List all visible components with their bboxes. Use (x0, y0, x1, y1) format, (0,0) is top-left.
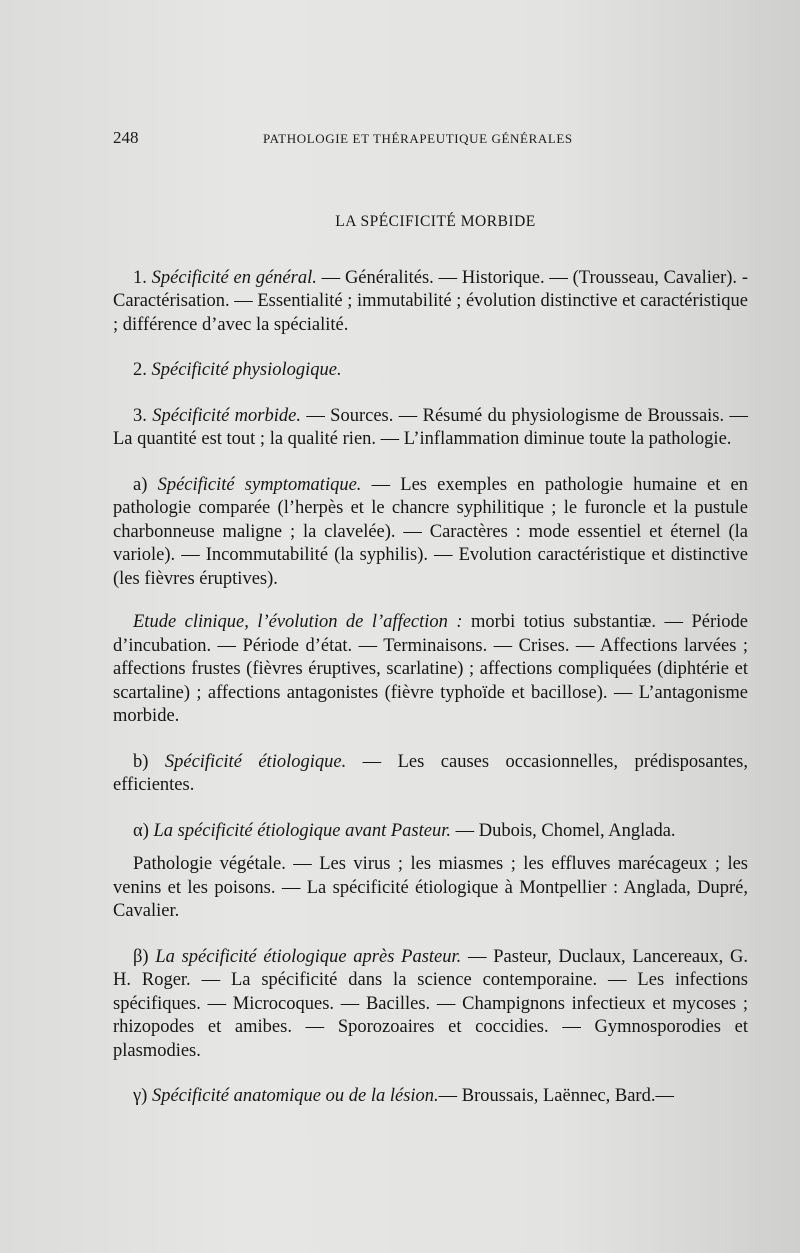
subsection-gamma-heading: Spécificité anatomique ou de la lésion. (151, 1086, 439, 1106)
section-1-number: 1. (133, 267, 147, 288)
section-3 (113, 405, 748, 452)
section-2-number: 2. (133, 360, 147, 380)
section-1-text: — Généralités. — Historique. — (Trousseau, Cavalier). - Caractérisation. — Essentialité ; immutabilité ; évolution distinctive et caractéristique ; différence d’avec la spécialité. (113, 267, 748, 335)
subsection-alpha (113, 820, 748, 844)
etude-clinique (113, 611, 748, 729)
running-head: PATHOLOGIE ET THÉRAPEUTIQUE GÉNÉRALES (263, 131, 573, 146)
subsection-gamma-label: γ) (133, 1086, 152, 1106)
page-number: 248 (113, 128, 139, 147)
subsection-a-label: a) (133, 474, 158, 495)
chapter-title: LA SPÉCIFICITÉ MORBIDE (335, 213, 536, 230)
subsection-beta-label: β) (133, 946, 156, 967)
section-2 (113, 359, 748, 383)
subsection-beta-text: — Pasteur, Duclaux, Lancereaux, G. H. Roger. — La spécificité dans la science contemporaine. — Les infections spécifiques. — Microcoques. — Bacilles. — Champignons infectieux et mycoses ; rhizopodes et amibes. — Sporozoaires et coccidies. — Gymnosporodies et plasmodies. (113, 946, 748, 1061)
subsection-b (113, 751, 748, 798)
subsection-alpha-label: α) (133, 820, 154, 841)
section-3-number: 3. (133, 405, 147, 426)
etude-clinique-heading: Etude clinique, l’évolution de l’affection : (133, 612, 463, 632)
subsection-a-heading: Spécificité symptomatique. (157, 474, 362, 495)
subsection-beta (113, 946, 748, 1064)
subsection-b-heading: Spécificité étiologique. (164, 751, 347, 772)
page-body (113, 210, 748, 1109)
section-3-heading: Spécificité morbide. (152, 405, 301, 426)
subsection-b-text: — Les causes occasionnelles, prédisposantes, efficientes. (113, 751, 748, 795)
section-3-text: — Sources. — Résumé du physiologisme de Broussais. — La quantité est tout ; la qualité rien. — L’inflammation diminue toute la pathologie. (113, 405, 748, 449)
subsection-gamma (113, 1085, 748, 1109)
section-2-heading: Spécificité physiologique. (151, 360, 342, 380)
subsection-a (113, 474, 748, 592)
subsection-alpha-heading: La spécificité étiologique avant Pasteur. (153, 820, 451, 841)
subsection-b-label: b) (133, 751, 165, 772)
section-1 (113, 267, 748, 338)
section-1-heading: Spécificité en général. (151, 267, 317, 288)
subsection-gamma-text: — Broussais, Laënnec, Bard.— (438, 1086, 674, 1106)
subsection-alpha-continued (113, 853, 748, 924)
subsection-alpha-continued-text: Pathologie végétale. — Les virus ; les miasmes ; les effluves marécageux ; les venins et les poisons. — La spécificité étiologique à Montpellier : Anglada, Dupré, Cavalier. (113, 854, 748, 921)
etude-clinique-text: morbi totius substantiæ. — Période d’incubation. — Période d’état. — Terminaisons. — Crises. — Affections larvées ; affections frustes (fièvres éruptives, scarlatine) ; affections compliquées (diphtérie et scartaline) ; affections antagonistes (fièvre typhoïde et bacillose). — L’antagonisme morbide. (113, 612, 748, 726)
subsection-beta-heading: La spécificité étiologique après Pasteur. (155, 946, 462, 967)
subsection-alpha-text: — Dubois, Chomel, Anglada. (450, 820, 676, 841)
subsection-a-text: — Les exemples en pathologie humaine et en pathologie comparée (l’herpès et le chancre syphilitique ; le furoncle et la pustule charbonneuse maligne ; la clavelée). — Caractères : mode essentiel et éternel (la variole). — Incommutabilité (la syphilis). — Evolution caractéristique et distinctive (les fièvres éruptives). (113, 474, 748, 589)
